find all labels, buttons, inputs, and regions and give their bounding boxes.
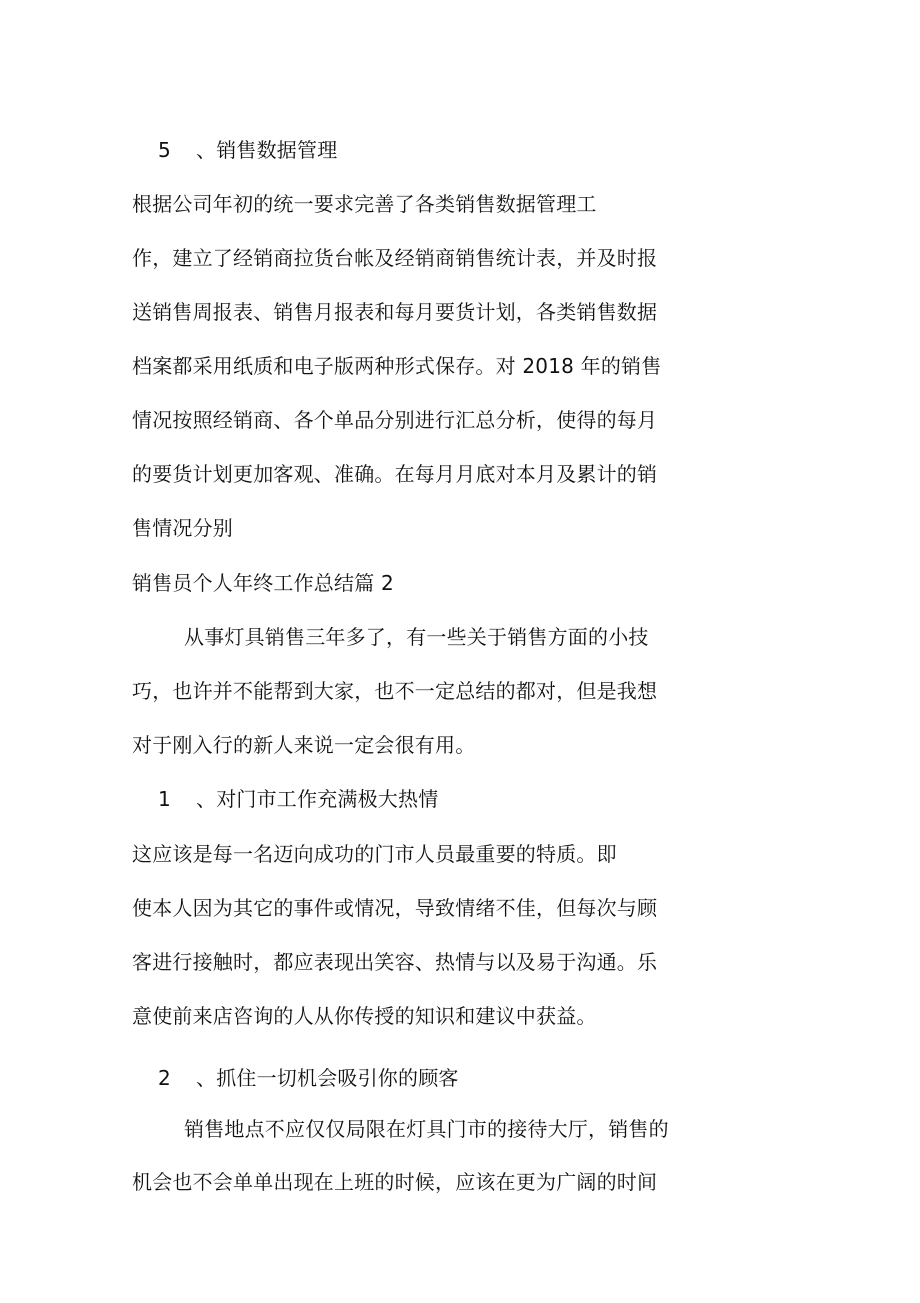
paragraph-line: 巧，也许并不能帮到大家，也不一定总结的都对，但是我想	[132, 679, 658, 703]
paragraph-line: 情况按照经销商、各个单品分别进行汇总分析，使得的每月	[132, 408, 658, 432]
paragraph-line: 送销售周报表、销售月报表和每月要货计划，各类销售数据	[132, 300, 658, 324]
paragraph-line: 机会也不会单单出现在上班的时候，应该在更为广阔的时间	[132, 1170, 658, 1194]
paragraph-line: 客进行接触时，都应表现出笑容、热情与以及易于沟通。乐	[132, 950, 658, 974]
paragraph-line: 意使前来店咨询的人从你传授的知识和建议中获益。	[132, 1004, 597, 1028]
paragraph-line: 对于刚入行的新人来说一定会很有用。	[132, 733, 476, 757]
paragraph-line: 从事灯具销售三年多了，有一些关于销售方面的小技	[184, 625, 649, 649]
paragraph-line: 作，建立了经销商拉货台帐及经销商销售统计表，并及时报	[132, 246, 658, 270]
paragraph-line: 售情况分别	[132, 516, 233, 540]
paragraph-line: 这应该是每一名迈向成功的门市人员最重要的特质。即	[132, 842, 617, 866]
point-1-number: 1	[158, 787, 171, 811]
point-1-heading	[158, 787, 438, 811]
point-1-title: 、对门市工作充满极大热情	[196, 787, 439, 811]
paragraph-line: 的要货计划更加客观、准确。在每月月底对本月及累计的销	[132, 462, 658, 486]
section-5-number: 5	[158, 138, 171, 162]
article-2-title: 销售员个人年终工作总结篇 2	[132, 571, 394, 595]
paragraph-line: 档案都采用纸质和电子版两种形式保存。对 2018 年的销售	[132, 354, 662, 378]
point-2-number: 2	[158, 1066, 171, 1090]
section-5-heading	[158, 138, 337, 162]
section-5-title: 、销售数据管理	[196, 138, 338, 162]
paragraph-line: 销售地点不应仅仅局限在灯具门市的接待大厅，销售的	[184, 1117, 669, 1141]
point-2-title: 、抓住一切机会吸引你的顾客	[196, 1066, 459, 1090]
paragraph-line: 根据公司年初的统一要求完善了各类销售数据管理工	[132, 192, 597, 216]
point-2-heading	[158, 1066, 459, 1090]
paragraph-line: 使本人因为其它的事件或情况，导致情绪不佳，但每次与顾	[132, 896, 658, 920]
